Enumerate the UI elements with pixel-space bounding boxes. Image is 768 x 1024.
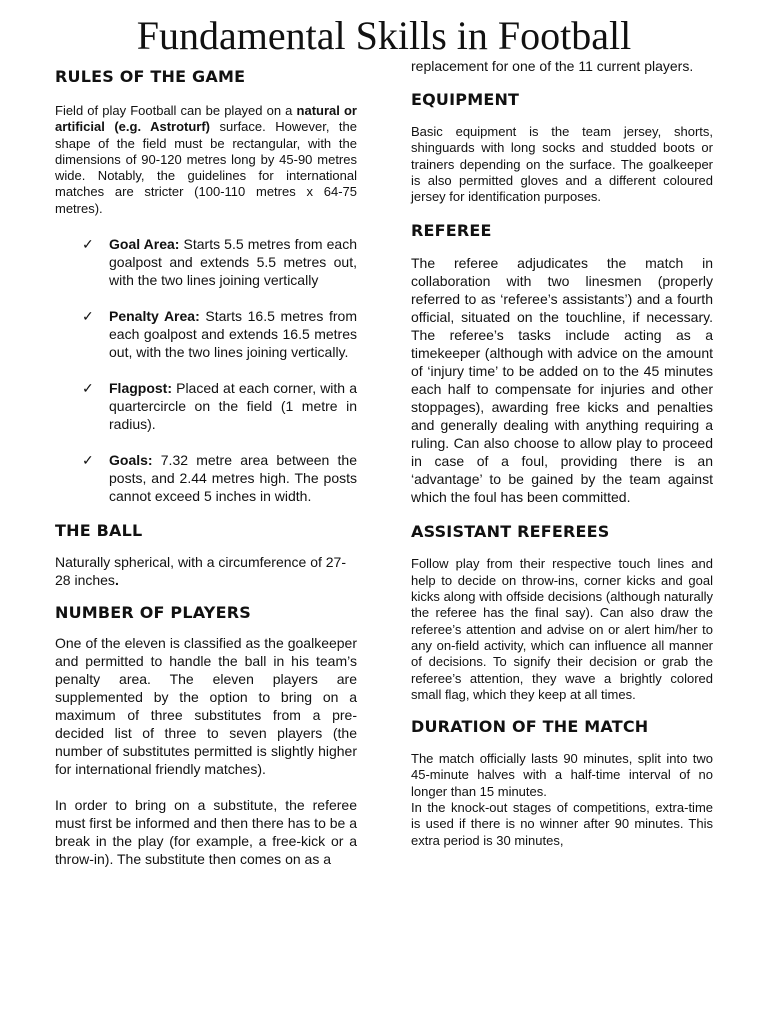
duration-paragraph-1: The match officially lasts 90 minutes, split into two 45-minute halves with a half-time interval of no longer than 15 minutes.	[411, 751, 713, 799]
rules-text-bold: natural or artificial (e.g. Astroturf)	[55, 103, 357, 135]
equipment-paragraph: Basic equipment is the team jersey, shorts, shinguards with long socks and studded boots or trainers depending on the surface. The goalkeeper is also permitted gloves and a different coloured jersey for identification purposes.	[411, 124, 713, 205]
ball-text: Naturally spherical, with a circumference of 27-28 inches	[55, 554, 347, 589]
ball-text-end: .	[114, 572, 119, 589]
assistants-paragraph: Follow play from their respective touch lines and help to decide on throw-ins, corner kicks and goal kicks along with offside decisions (although naturally the referee has the final say). Can also draw the referee’s attention and advise on or alert him/her to any on-field activity, which can influence all manner of decisions. To signify their decision or grab the referee’s attention, they wave a brightly colored small flag, which they keep at all times.	[411, 556, 713, 702]
check-icon: ✓	[82, 452, 94, 469]
referee-paragraph: The referee adjudicates the match in collaboration with two linesmen (properly referred to as ‘referee’s assistants’) and a fourth official, situated on the touchline, if necessary. The referee’s tasks include acting as a timekeeper (although with advice on the amount of ‘injury time’ to be added on to the 45 minutes each half to compensate for injuries and other stoppages), awarding free kicks and penalties and generally dealing with anything requiring a ruling. Can also choose to allow play to proceed in case of a foul, providing there is an ‘advantage’ to be gained by the team against which the foul has been committed.	[411, 255, 713, 506]
continuation-paragraph: replacement for one of the 11 current players.	[411, 58, 694, 74]
list-item-goal-area	[55, 235, 357, 289]
rules-paragraph	[55, 103, 357, 217]
check-icon: ✓	[82, 236, 94, 253]
item-label: Goals:	[109, 452, 153, 469]
right-column	[411, 56, 713, 849]
left-column	[55, 56, 357, 868]
item-text: Placed at each corner, with a quartercircle on the field (1 metre in radius).	[109, 380, 357, 433]
item-label: Penalty Area:	[109, 308, 200, 325]
section-heading-ball: THE BALL	[55, 521, 143, 541]
ball-paragraph	[55, 553, 357, 589]
list-item-penalty-area	[55, 307, 357, 361]
item-text: Starts 16.5 metres from each goalpost and extends 16.5 metres out, with the two lines joining vertically.	[109, 308, 357, 361]
duration-paragraph-2: In the knock-out stages of competitions, extra-time is used if there is no winner after 90 minutes. This extra period is 30 minutes,	[411, 800, 713, 848]
check-icon: ✓	[82, 308, 94, 325]
list-item-goals	[55, 451, 357, 505]
field-areas-list	[55, 235, 357, 505]
section-heading-duration: DURATION OF THE MATCH	[411, 717, 649, 737]
rules-text-c: surface. However, the shape of the field must be rectangular, with the dimensions of 90-120 metres long by 45-90 metres wide. Notably, the guidelines for international matches are stricter (100-110 metres x 64-75 metres).	[55, 119, 357, 216]
players-paragraph-2: In order to bring on a substitute, the referee must first be informed and then there has to be a break in the play (for example, a free-kick or a throw-in). The substitute then comes on as a	[55, 797, 357, 868]
section-heading-referee: REFEREE	[411, 221, 492, 241]
item-text: Starts 5.5 metres from each goalpost and extends 5.5 metres out, with the two lines joining vertically	[109, 236, 358, 289]
players-paragraph-1: One of the eleven is classified as the goalkeeper and permitted to handle the ball in his team’s penalty area. The eleven players are supplemented by the option to bring on a maximum of three substitutes from a pre-decided list of three to seven players (the number of substitutes permitted is slightly higher for international friendly matches).	[55, 635, 357, 778]
section-heading-players: NUMBER OF PLAYERS	[55, 603, 251, 623]
check-icon: ✓	[82, 380, 94, 397]
section-heading-equipment: EQUIPMENT	[411, 90, 520, 109]
item-label: Goal Area:	[109, 236, 180, 253]
item-text: 7.32 metre area between the posts, and 2.44 metres high. The posts cannot exceed 5 inches in width.	[109, 452, 357, 505]
section-heading-rules: RULES OF THE GAME	[55, 67, 246, 86]
item-label: Flagpost:	[109, 380, 172, 397]
section-heading-assistant-referees: ASSISTANT REFEREES	[411, 522, 610, 542]
list-item-flagpost	[55, 379, 357, 433]
rules-text-a: Field of play Football can be played on a	[55, 103, 297, 118]
page-title: Fundamental Skills in Football	[136, 13, 632, 58]
